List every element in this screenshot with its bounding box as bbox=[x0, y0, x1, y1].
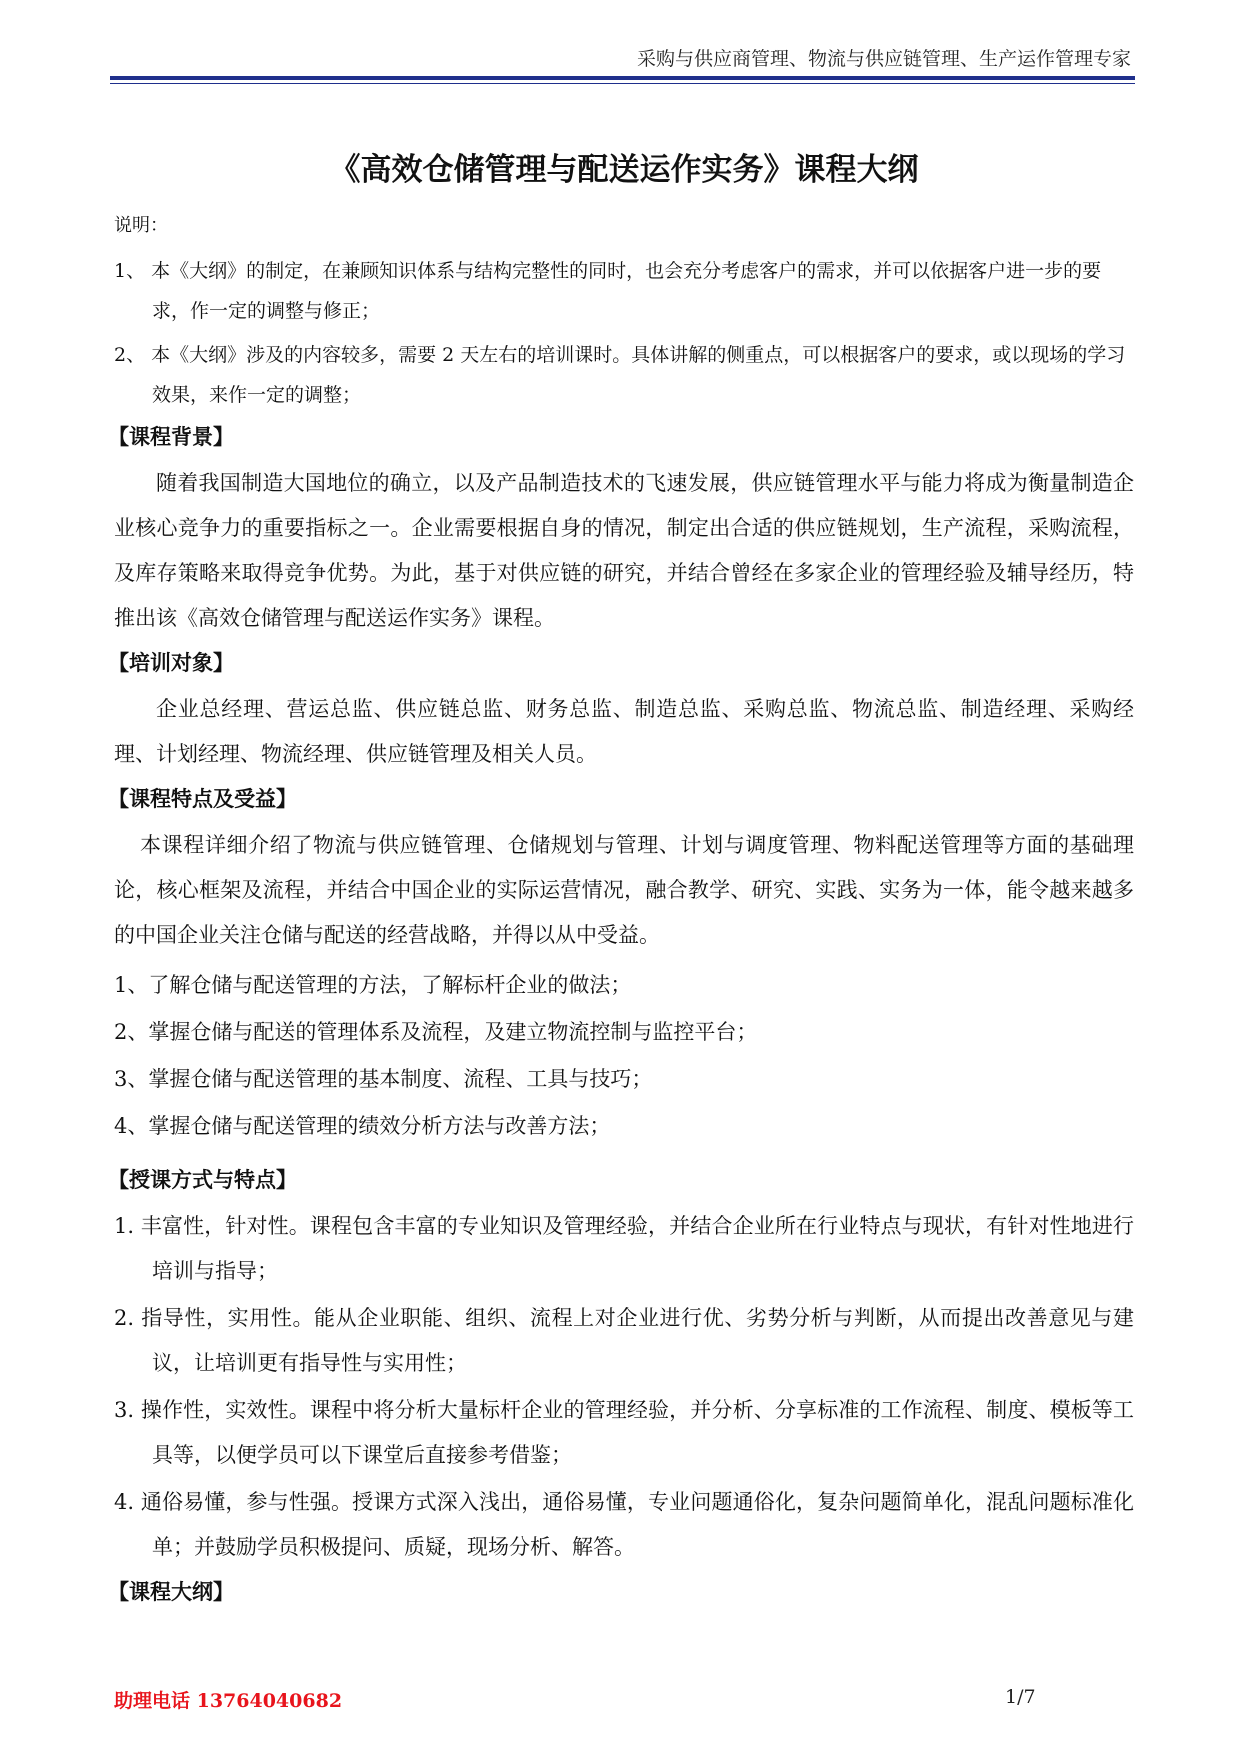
note-item: 1、 本《大纲》的制定，在兼顾知识体系与结构完整性的同时，也会充分考虑客户的需求，并可以依据客户进一步的要求，作一定的调整与修正； bbox=[114, 260, 1102, 322]
benefit-item: 4、掌握仓储与配送管理的绩效分析方法与改善方法； bbox=[114, 1114, 611, 1138]
benefit-item: 2、掌握仓储与配送的管理体系及流程，及建立物流控制与监控平台； bbox=[114, 1020, 758, 1044]
section-heading-method: 【授课方式与特点】 bbox=[108, 1168, 297, 1192]
section-heading-outline: 【课程大纲】 bbox=[108, 1580, 234, 1604]
document-body bbox=[108, 144, 1134, 1616]
method-item: 3. 操作性，实效性。课程中将分析大量标杆企业的管理经验，并分析、分享标准的工作流程、制度、模板等工具等，以便学员可以下课堂后直接参考借鉴； bbox=[114, 1398, 1134, 1467]
header-rule bbox=[110, 76, 1135, 80]
method-item: 2. 指导性，实用性。能从企业职能、组织、流程上对企业进行优、劣势分析与判断，从而提出改善意见与建议，让培训更有指导性与实用性； bbox=[114, 1306, 1134, 1375]
benefit-item: 3、掌握仓储与配送管理的基本制度、流程、工具与技巧； bbox=[114, 1067, 653, 1091]
note-label: 说明： bbox=[114, 215, 168, 236]
note-item: 2、 本《大纲》涉及的内容较多，需要 2 天左右的培训课时。具体讲解的侧重点，可以根据客户的要求，或以现场的学习效果，来作一定的调整； bbox=[114, 344, 1126, 406]
header-rule-thin bbox=[110, 83, 1135, 84]
method-item: 4. 通俗易懂，参与性强。授课方式深入浅出，通俗易懂，专业问题通俗化，复杂问题简单化，混乱问题标准化单；并鼓励学员积极提问、质疑，现场分析、解答。 bbox=[114, 1490, 1134, 1559]
background-paragraph: 随着我国制造大国地位的确立，以及产品制造技术的飞速发展，供应链管理水平与能力将成为衡量制造企业核心竞争力的重要指标之一。企业需要根据自身的情况，制定出合适的供应链规划，生产流程，采购流程，及库存策略来取得竞争优势。为此，基于对供应链的研究，并结合曾经在多家企业的管理经验及辅导经历，特推出该《高效仓储管理与配送运作实务》课程。 bbox=[114, 471, 1134, 630]
section-heading-background: 【课程背景】 bbox=[108, 425, 234, 449]
section-heading-audience: 【培训对象】 bbox=[108, 651, 234, 675]
document-title: 《高效仓储管理与配送运作实务》课程大纲 bbox=[329, 152, 919, 188]
footer-contact: 助理电话 13764040682 bbox=[114, 1690, 343, 1712]
method-item: 1. 丰富性，针对性。课程包含丰富的专业知识及管理经验，并结合企业所在行业特点与现状，有针对性地进行培训与指导； bbox=[114, 1214, 1134, 1283]
section-heading-benefits: 【课程特点及受益】 bbox=[108, 787, 297, 811]
page-number: 1/7 bbox=[1005, 1686, 1036, 1708]
audience-paragraph: 企业总经理、营运总监、供应链总监、财务总监、制造总监、采购总监、物流总监、制造经理、采购经理、计划经理、物流经理、供应链管理及相关人员。 bbox=[114, 697, 1134, 766]
benefit-item: 1、了解仓储与配送管理的方法，了解标杆企业的做法； bbox=[114, 973, 632, 997]
header-tagline: 采购与供应商管理、物流与供应链管理、生产运作管理专家 bbox=[636, 48, 1131, 70]
benefits-paragraph: 本课程详细介绍了物流与供应链管理、仓储规划与管理、计划与调度管理、物料配送管理等方面的基础理论，核心框架及流程，并结合中国企业的实际运营情况，融合教学、研究、实践、实务为一体，能令越来越多的中国企业关注仓储与配送的经营战略，并得以从中受益。 bbox=[114, 833, 1134, 947]
